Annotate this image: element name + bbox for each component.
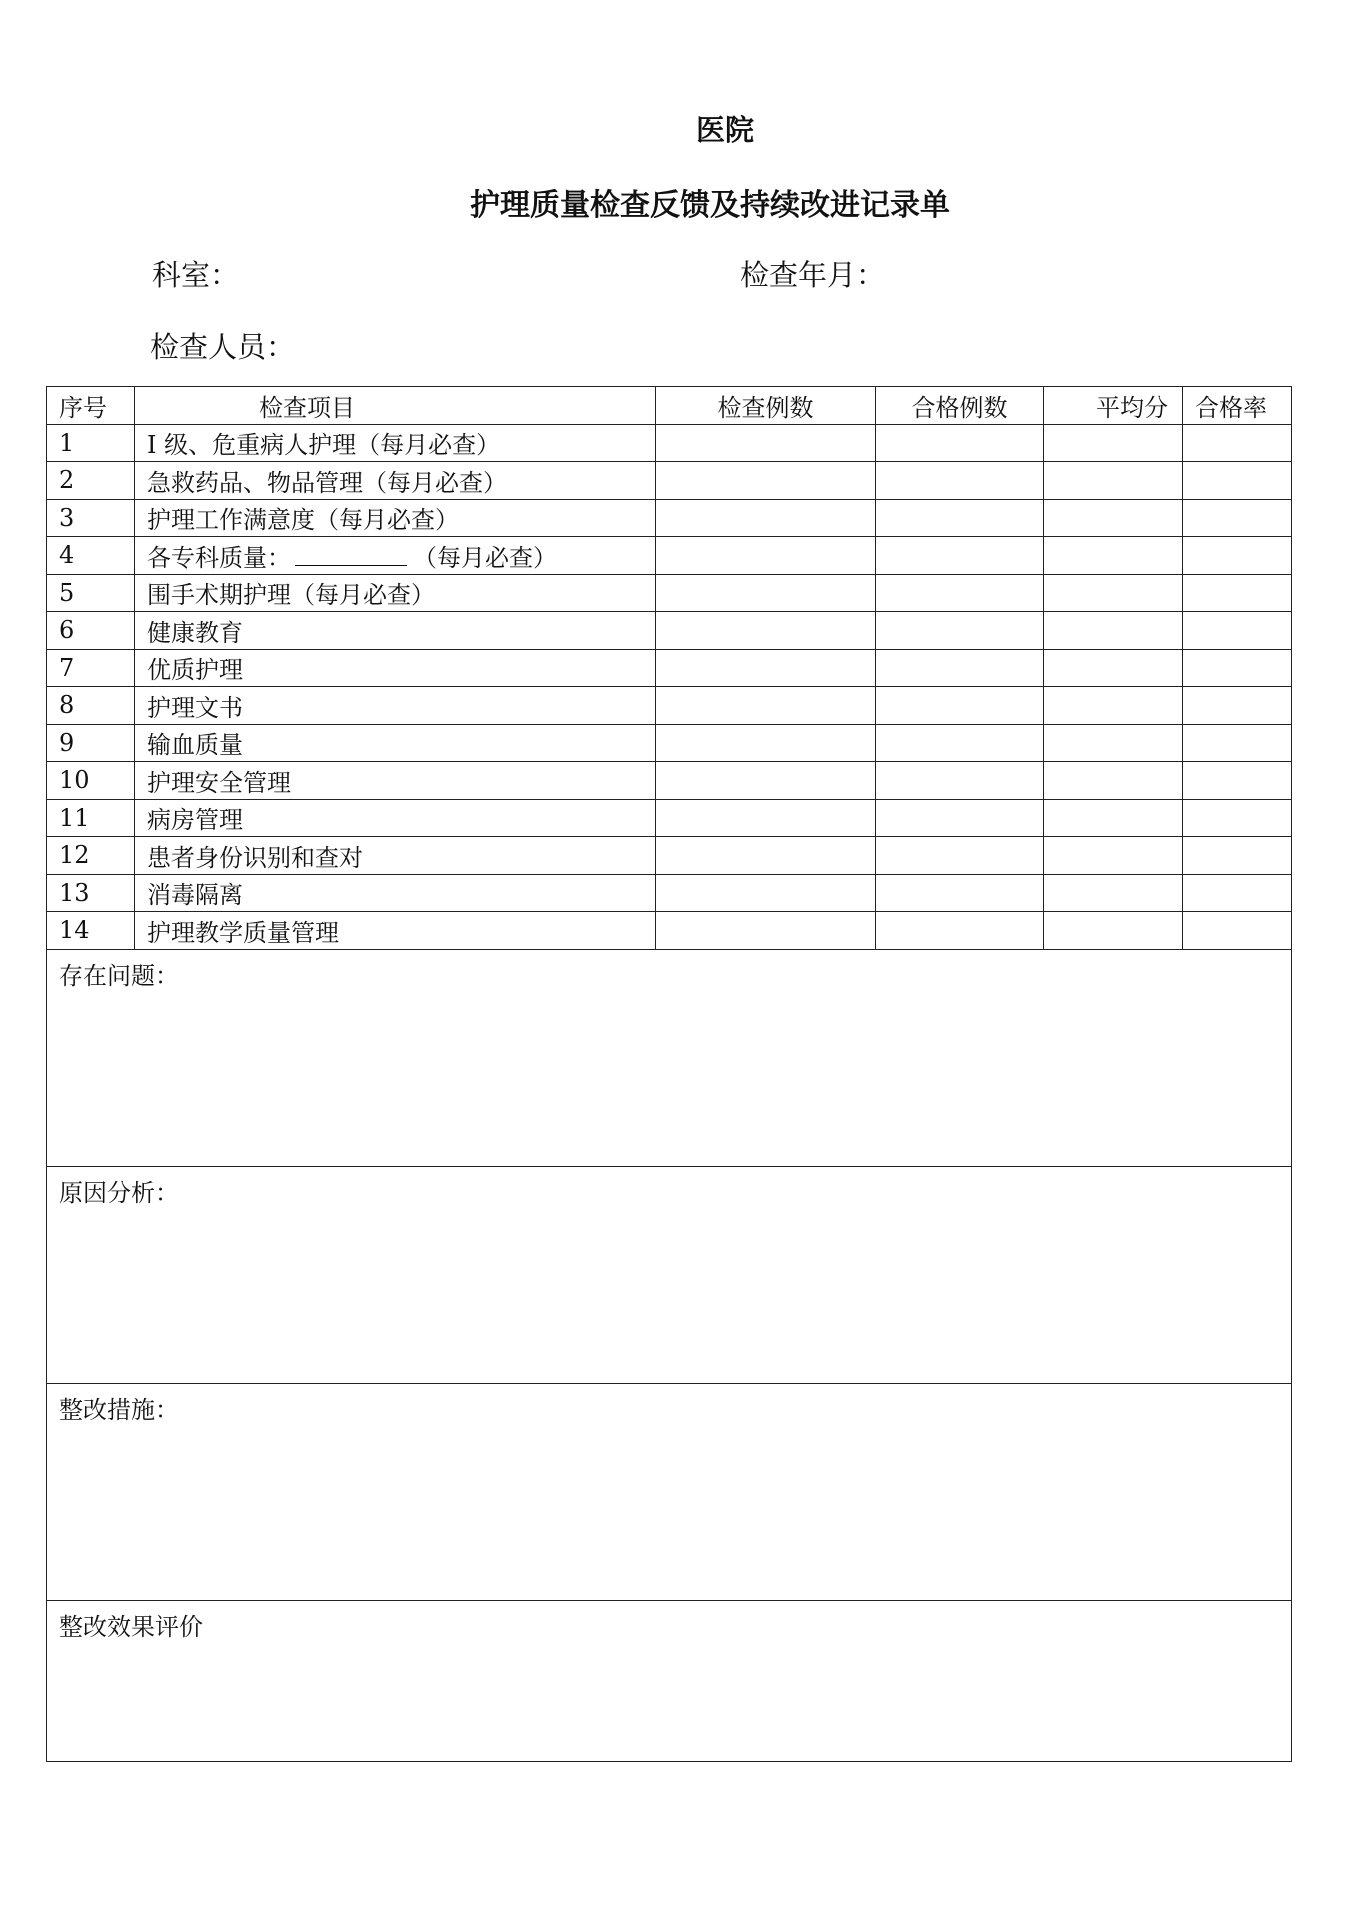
row-item: 护理文书: [135, 687, 656, 725]
check-count-cell[interactable]: [656, 762, 876, 800]
row-no: 4: [47, 537, 135, 575]
check-count-cell[interactable]: [656, 724, 876, 762]
qualified-count-cell[interactable]: [876, 912, 1044, 950]
table-row: [47, 762, 1292, 800]
row-no: 3: [47, 499, 135, 537]
row-no: 10: [47, 762, 135, 800]
pass-rate-cell[interactable]: [1183, 762, 1292, 800]
check-count-cell[interactable]: [656, 574, 876, 612]
table-row: [47, 499, 1292, 537]
average-score-cell[interactable]: [1044, 762, 1183, 800]
pass-rate-cell[interactable]: [1183, 912, 1292, 950]
table-header-row: [47, 387, 1292, 425]
check-count-cell[interactable]: [656, 537, 876, 575]
row-no: 7: [47, 649, 135, 687]
average-score-cell[interactable]: [1044, 912, 1183, 950]
average-score-cell[interactable]: [1044, 574, 1183, 612]
problems-section: [47, 949, 1292, 1166]
corrective-measures-section: [47, 1383, 1292, 1600]
average-score-cell[interactable]: [1044, 462, 1183, 500]
pass-rate-cell[interactable]: [1183, 462, 1292, 500]
qualified-count-cell[interactable]: [876, 499, 1044, 537]
hospital-name: 医院: [695, 113, 754, 147]
qualified-count-cell[interactable]: [876, 574, 1044, 612]
inspector-label: 检查人员：: [150, 330, 296, 364]
corrective-measures-field[interactable]: [47, 1383, 1292, 1600]
check-count-cell[interactable]: [656, 912, 876, 950]
row-item: 护理教学质量管理: [135, 912, 656, 950]
qualified-count-cell[interactable]: [876, 724, 1044, 762]
qualified-count-cell[interactable]: [876, 687, 1044, 725]
row-item-prefix: 各专科质量：: [147, 543, 291, 572]
row-no: 14: [47, 912, 135, 950]
specialty-blank-field[interactable]: [295, 543, 407, 566]
pass-rate-cell[interactable]: [1183, 499, 1292, 537]
row-no: 13: [47, 874, 135, 912]
pass-rate-cell[interactable]: [1183, 687, 1292, 725]
qualified-count-cell[interactable]: [876, 762, 1044, 800]
average-score-cell[interactable]: [1044, 424, 1183, 462]
row-item: 患者身份识别和查对: [135, 837, 656, 875]
row-item: 健康教育: [135, 612, 656, 650]
pass-rate-cell[interactable]: [1183, 837, 1292, 875]
qualified-count-cell[interactable]: [876, 837, 1044, 875]
row-item: 输血质量: [135, 724, 656, 762]
row-item-suffix: （每月必查）: [413, 543, 557, 572]
row-no: 6: [47, 612, 135, 650]
table-row: [47, 837, 1292, 875]
pass-rate-cell[interactable]: [1183, 649, 1292, 687]
row-no: 1: [47, 424, 135, 462]
row-item: 病房管理: [135, 799, 656, 837]
row-no: 2: [47, 462, 135, 500]
pass-rate-cell[interactable]: [1183, 874, 1292, 912]
check-count-cell[interactable]: [656, 612, 876, 650]
average-score-cell[interactable]: [1044, 837, 1183, 875]
qualified-count-cell[interactable]: [876, 799, 1044, 837]
row-no: 12: [47, 837, 135, 875]
row-item: 消毒隔离: [135, 874, 656, 912]
check-count-cell[interactable]: [656, 687, 876, 725]
col-header-average-score: 平均分: [1044, 387, 1183, 425]
pass-rate-cell[interactable]: [1183, 537, 1292, 575]
table-row: [47, 799, 1292, 837]
average-score-cell[interactable]: [1044, 649, 1183, 687]
check-count-cell[interactable]: [656, 424, 876, 462]
table-row: [47, 724, 1292, 762]
cause-analysis-field[interactable]: [47, 1166, 1292, 1383]
check-count-cell[interactable]: [656, 462, 876, 500]
qualified-count-cell[interactable]: [876, 649, 1044, 687]
average-score-cell[interactable]: [1044, 724, 1183, 762]
row-item: 围手术期护理（每月必查）: [135, 574, 656, 612]
table-row: [47, 462, 1292, 500]
average-score-cell[interactable]: [1044, 537, 1183, 575]
table-row: [47, 537, 1292, 575]
average-score-cell[interactable]: [1044, 612, 1183, 650]
row-item: I 级、危重病人护理（每月必查）: [135, 424, 656, 462]
row-no: 11: [47, 799, 135, 837]
row-item: 护理安全管理: [135, 762, 656, 800]
problems-field[interactable]: [47, 949, 1292, 1166]
check-count-cell[interactable]: [656, 874, 876, 912]
check-count-cell[interactable]: [656, 837, 876, 875]
check-count-cell[interactable]: [656, 499, 876, 537]
qualified-count-cell[interactable]: [876, 537, 1044, 575]
col-header-qualified-count: 合格例数: [876, 387, 1044, 425]
table-row: [47, 574, 1292, 612]
row-no: 5: [47, 574, 135, 612]
col-header-check-count: 检查例数: [656, 387, 876, 425]
department-label: 科室：: [152, 258, 240, 292]
average-score-cell[interactable]: [1044, 874, 1183, 912]
check-month-label: 检查年月：: [740, 258, 886, 292]
check-count-cell[interactable]: [656, 649, 876, 687]
problems-label: 存在问题：: [59, 961, 179, 990]
quality-check-table: [46, 386, 1292, 1762]
cause-analysis-section: [47, 1166, 1292, 1383]
row-item: 急救药品、物品管理（每月必查）: [135, 462, 656, 500]
col-header-no: 序号: [47, 387, 135, 425]
pass-rate-cell[interactable]: [1183, 424, 1292, 462]
qualified-count-cell[interactable]: [876, 462, 1044, 500]
check-count-cell[interactable]: [656, 799, 876, 837]
qualified-count-cell[interactable]: [876, 424, 1044, 462]
col-header-item: 检查项目: [135, 387, 656, 425]
average-score-cell[interactable]: [1044, 499, 1183, 537]
row-item: 优质护理: [135, 649, 656, 687]
pass-rate-cell[interactable]: [1183, 799, 1292, 837]
qualified-count-cell[interactable]: [876, 874, 1044, 912]
table-row: [47, 874, 1292, 912]
pass-rate-cell[interactable]: [1183, 724, 1292, 762]
cause-analysis-label: 原因分析：: [59, 1178, 179, 1207]
corrective-measures-label: 整改措施：: [59, 1395, 179, 1424]
row-item: [135, 537, 656, 575]
average-score-cell[interactable]: [1044, 687, 1183, 725]
effect-evaluation-section: [47, 1600, 1292, 1761]
table-row: [47, 649, 1292, 687]
average-score-cell[interactable]: [1044, 799, 1183, 837]
qualified-count-cell[interactable]: [876, 612, 1044, 650]
row-item: 护理工作满意度（每月必查）: [135, 499, 656, 537]
table-row: [47, 912, 1292, 950]
row-no: 8: [47, 687, 135, 725]
effect-evaluation-field[interactable]: [47, 1600, 1292, 1761]
form-title: 护理质量检查反馈及持续改进记录单: [470, 188, 950, 223]
table-row: [47, 612, 1292, 650]
pass-rate-cell[interactable]: [1183, 574, 1292, 612]
table-row: [47, 424, 1292, 462]
row-no: 9: [47, 724, 135, 762]
effect-evaluation-label: 整改效果评价: [59, 1612, 203, 1641]
pass-rate-cell[interactable]: [1183, 612, 1292, 650]
col-header-pass-rate: 合格率: [1183, 387, 1292, 425]
table-row: [47, 687, 1292, 725]
